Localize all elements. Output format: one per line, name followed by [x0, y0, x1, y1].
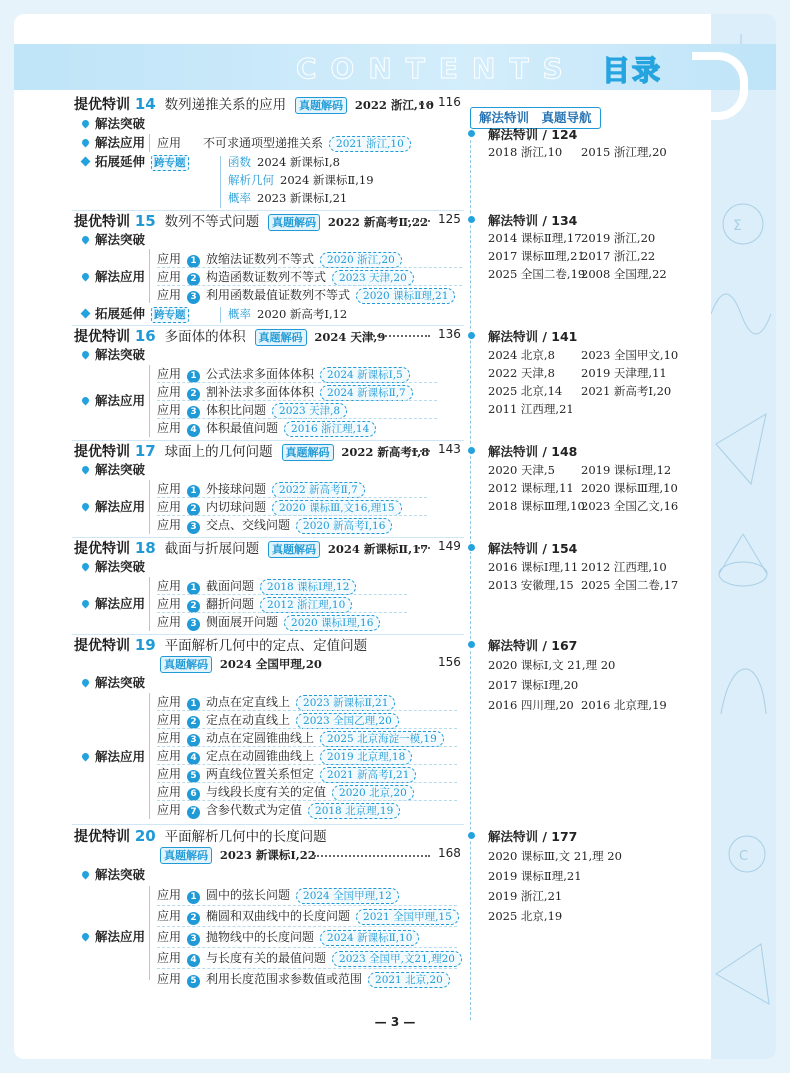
bullet-jiefa-tupo: 解法突破 [82, 115, 145, 133]
guide-heading[interactable]: 解法特训 / 148 [488, 444, 578, 459]
section-15-page: 125 [438, 212, 461, 226]
ref-tag: 2012 浙江理,10 [260, 597, 352, 613]
divider [72, 824, 464, 825]
ref-tag: 2021 新高考Ⅰ,21 [320, 767, 416, 783]
guide-item: 2017 浙江,22 [581, 249, 656, 263]
bullet-jiefa-yingyong: 解法应用 [82, 748, 145, 766]
bullet-jiefa-yingyong: 解法应用 [82, 134, 145, 152]
app-item[interactable]: 应用 1 圆中的弦长问题 2024 全国甲理,12 [157, 886, 399, 904]
app-item[interactable]: 应用 1 动点在定直线上 2023 新课标Ⅱ,21 [157, 693, 395, 711]
bullet-jiefa-yingyong: 解法应用 [82, 595, 145, 613]
title-swoosh-icon [692, 52, 748, 120]
guide-heading[interactable]: 解法特训 / 124 [488, 127, 578, 142]
guide-item: 2017 课标Ⅰ理,20 [488, 678, 579, 692]
ext-item[interactable]: 函数 2024 新课标Ⅰ,8 [228, 155, 340, 169]
guide-item: 2018 课标Ⅲ理,10 [488, 499, 585, 513]
app-item[interactable]: 应用 4 与长度有关的最值问题 2023 全国甲,文21,理20 [157, 949, 462, 967]
contents-card [14, 14, 776, 1059]
app-item[interactable]: 应用 2 内切球问题 2020 课标Ⅲ,文16,理15 [157, 498, 402, 516]
ref-tag: 2023 全国甲,文21,理20 [332, 951, 462, 967]
timeline-dot-icon [467, 543, 476, 552]
timeline-dot-icon [467, 129, 476, 138]
ref-tag: 2025 北京海淀一模,19 [320, 731, 444, 747]
svg-text:Σ: Σ [733, 218, 742, 234]
bullet-jiefa-yingyong: 解法应用 [82, 498, 145, 516]
bracket-line [220, 156, 221, 208]
bracket-line [220, 307, 221, 323]
section-prefix: 提优特训 [74, 97, 130, 113]
app-item[interactable]: 应用 2 割补法求多面体体积 2024 新课标Ⅱ,7 [157, 383, 413, 401]
guide-item: 2014 课标Ⅱ理,17 [488, 231, 582, 245]
section-20-title[interactable]: 提优特训 20 平面解析几何中的长度问题 [74, 827, 327, 845]
guide-item: 2025 全国二卷,17 [581, 578, 679, 592]
pin-icon [81, 870, 91, 880]
ref-tag: 2020 新高考Ⅰ,16 [296, 518, 392, 534]
section-19-title[interactable]: 提优特训 19 平面解析几何中的定点、定值问题 [74, 636, 368, 654]
pin-icon [81, 396, 91, 406]
ext-item[interactable]: 解析几何 2024 新课标Ⅱ,19 [228, 173, 374, 187]
ref-tag: 2018 北京理,19 [308, 803, 400, 819]
row-divider [157, 968, 457, 969]
leader-dots [404, 220, 430, 222]
guide-item: 2023 全国甲文,10 [581, 348, 679, 362]
app-item[interactable]: 应用 5 利用长度范围求参数值或范围 2021 北京,20 [157, 970, 450, 988]
app-item[interactable]: 应用 1 放缩法证数列不等式 2020 浙江,20 [157, 250, 402, 268]
guide-item: 2020 课标Ⅲ,文 21,理 20 [488, 849, 622, 863]
leader-dots [418, 547, 430, 549]
svg-text:C: C [739, 849, 749, 864]
app-item[interactable]: 应用 3 利用函数最值证数列不等式 2020 课标Ⅱ理,21 [157, 286, 455, 304]
section-16-page: 136 [438, 327, 461, 341]
app-item[interactable]: 应用 4 定点在动圆锥曲线上 2019 北京理,18 [157, 747, 412, 765]
guide-item: 2015 浙江理,20 [581, 145, 667, 159]
guide-item: 2016 课标Ⅰ理,11 [488, 560, 579, 574]
section-14-title[interactable] [74, 95, 434, 114]
section-18-page: 149 [438, 539, 461, 553]
bullet-jiefa-tupo: 解法突破 [82, 674, 145, 692]
zhenti-tag: 真题解码 [268, 214, 320, 231]
bullet-jiefa-tupo: 解法突破 [82, 231, 145, 249]
bracket-line [149, 365, 150, 437]
timeline-dot-icon [467, 215, 476, 224]
ref-tag: 2024 新课标Ⅱ,10 [320, 930, 419, 946]
ext-item[interactable]: 概率 2023 新课标Ⅰ,21 [228, 191, 348, 205]
guide-heading[interactable]: 解法特训 / 177 [488, 829, 578, 844]
guide-title: 解法特训 真题导航 [470, 107, 601, 129]
bullet-jiefa-yingyong: 解法应用 [82, 392, 145, 410]
app-item[interactable]: 应用 4 体积最值问题 2016 浙江理,14 [157, 419, 376, 437]
app-item[interactable]: 应用 1 公式法求多面体体积 2024 新课标Ⅰ,5 [157, 365, 410, 383]
guide-item: 2025 北京,19 [488, 909, 563, 923]
bullet-tuozhan-yanshen: 拓展延伸 跨专题 [82, 153, 189, 171]
guide-item: 2017 课标Ⅲ理,21 [488, 249, 585, 263]
leader-dots [366, 335, 430, 337]
guide-item: 2025 北京,14 [488, 384, 563, 398]
bracket-line [149, 577, 150, 631]
guide-item: 2019 天津理,11 [581, 366, 667, 380]
ref-tag: 2020 课标Ⅲ,文16,理15 [272, 500, 402, 516]
bullet-jiefa-yingyong: 解法应用 [82, 268, 145, 286]
bracket-line [149, 134, 150, 152]
diamond-icon [81, 157, 91, 167]
ref-tag: 2021 浙江,10 [329, 136, 411, 152]
app-item[interactable]: 应用 1 外接球问题 2022 新高考Ⅱ,7 [157, 480, 365, 498]
zhenti-tag: 真题解码 [255, 329, 307, 346]
section-15-title[interactable]: 提优特训 15 数列不等式问题 真题解码 2022 新高考Ⅱ,22 [74, 212, 429, 230]
guide-item: 2025 全国二卷,19 [488, 267, 586, 281]
section-17-page: 143 [438, 442, 461, 456]
pin-icon [81, 119, 91, 129]
ref-tag: 2021 全国甲理,15 [356, 909, 459, 925]
divider [72, 634, 464, 635]
guide-item: 2013 安徽理,15 [488, 578, 574, 592]
app-item[interactable]: 应用 7 含参代数式为定值 2018 北京理,19 [157, 801, 400, 819]
pin-icon [81, 350, 91, 360]
pin-icon [81, 502, 91, 512]
bracket-line [149, 886, 150, 980]
ref-tag: 2023 天津,8 [272, 403, 347, 419]
guide-item: 2011 江西理,21 [488, 402, 574, 416]
section-title-text: 数列递推关系的应用 [164, 97, 287, 113]
pin-icon [81, 235, 91, 245]
ref-tag: 2020 课标Ⅱ理,21 [356, 288, 455, 304]
ref-tag: 2020 课标Ⅰ理,16 [284, 615, 380, 631]
app-item[interactable]: 应用 6 与线段长度有关的定值 2020 北京,20 [157, 783, 414, 801]
leader-dots [412, 450, 430, 452]
bracket-line [149, 249, 150, 303]
divider [72, 440, 464, 441]
app-item[interactable]: 应用 3 侧面展开问题 2020 课标Ⅰ理,16 [157, 613, 380, 631]
section-number: 14 [134, 95, 156, 113]
ref-tag: 2022 新高考Ⅱ,7 [272, 482, 365, 498]
ref-tag: 2021 北京,20 [368, 972, 450, 988]
pin-icon [81, 138, 91, 148]
guide-heading[interactable]: 解法特训 / 141 [488, 329, 578, 344]
zhenti-tag: 真题解码 [295, 97, 347, 114]
ref-tag: 2019 北京理,18 [320, 749, 412, 765]
guide-item: 2020 课标Ⅰ,文 21,理 20 [488, 658, 616, 672]
ref-tag: 2024 新课标Ⅰ,5 [320, 367, 410, 383]
ref-tag: 2020 浙江,20 [320, 252, 402, 268]
app-item[interactable]: 应用 1 截面问题 2018 课标Ⅰ理,12 [157, 577, 356, 595]
zhenti-tag: 真题解码 [160, 656, 212, 673]
guide-item: 2019 浙江,21 [488, 889, 563, 903]
bracket-line [149, 693, 150, 819]
bullet-jiefa-yingyong: 解法应用 [82, 928, 145, 946]
cross-topic-tag: 跨专题 [151, 307, 189, 323]
timeline-dot-icon [467, 446, 476, 455]
guide-item: 2012 江西理,10 [581, 560, 667, 574]
divider [72, 537, 464, 538]
guide-item: 2021 新高考Ⅰ,20 [581, 384, 672, 398]
app-item[interactable]: 应用 2 翻折问题 2012 浙江理,10 [157, 595, 352, 613]
section-source: 2022 浙江,10 [354, 98, 434, 112]
app-item[interactable]: 应用 3 抛物线中的长度问题 2024 新课标Ⅱ,10 [157, 928, 419, 946]
app-item[interactable]: 应用 3 交点、交线问题 2020 新高考Ⅰ,16 [157, 516, 392, 534]
guide-item: 2018 浙江,10 [488, 145, 563, 159]
guide-item: 2019 课标Ⅱ理,21 [488, 869, 582, 883]
ext-item[interactable]: 概率 2020 新高考Ⅰ,12 [228, 307, 348, 321]
zhenti-tag: 真题解码 [160, 847, 212, 864]
contents-watermark: CONTENTS [296, 52, 577, 85]
guide-item: 2016 北京理,19 [581, 698, 667, 712]
leader-dots [314, 855, 430, 857]
guide-item: 2020 课标Ⅲ理,10 [581, 481, 678, 495]
divider [72, 210, 464, 211]
section-20-source: 真题解码 2023 新课标Ⅰ,22 [160, 846, 316, 864]
guide-item: 2019 浙江,20 [581, 231, 656, 245]
section-14-page: 116 [438, 95, 461, 109]
page-number: — 3 — [374, 1015, 416, 1029]
math-sketch-icon [711, 14, 776, 1059]
pin-icon [81, 932, 91, 942]
ref-tag: 2024 新课标Ⅱ,7 [320, 385, 413, 401]
row-divider [157, 926, 457, 927]
bullet-jiefa-tupo: 解法突破 [82, 558, 145, 576]
app-item[interactable]: 应用 2 椭圆和双曲线中的长度问题 2021 全国甲理,15 [157, 907, 459, 925]
timeline-dot-icon [467, 640, 476, 649]
app-item[interactable]: 应用 3 体积比问题 2023 天津,8 [157, 401, 347, 419]
zhenti-tag: 真题解码 [282, 444, 334, 461]
app-item[interactable]: 应用 2 构造函数证数列不等式 2023 天津,20 [157, 268, 414, 286]
guide-heading[interactable]: 解法特训 / 167 [488, 638, 578, 653]
bullet-jiefa-tupo: 解法突破 [82, 461, 145, 479]
ref-tag: 2023 全国乙理,20 [296, 713, 399, 729]
section-16-title[interactable]: 提优特训 16 多面体的体积 真题解码 2024 天津,9 [74, 327, 386, 345]
pin-icon [81, 599, 91, 609]
section-19-page: 156 [438, 655, 461, 669]
guide-item: 2019 课标Ⅰ理,12 [581, 463, 672, 477]
ref-tag: 2020 北京,20 [332, 785, 414, 801]
cross-topic-tag: 跨专题 [151, 155, 189, 171]
zhenti-tag: 真题解码 [268, 541, 320, 558]
section-19-source: 真题解码 2024 全国甲理,20 [160, 655, 322, 673]
bullet-jiefa-tupo: 解法突破 [82, 346, 145, 364]
divider [72, 325, 464, 326]
guide-item: 2020 天津,5 [488, 463, 555, 477]
guide-item: 2024 北京,8 [488, 348, 555, 362]
guide-item: 2008 全国理,22 [581, 267, 667, 281]
guide-item: 2016 四川理,20 [488, 698, 574, 712]
pin-icon [81, 678, 91, 688]
leader-dots [419, 103, 431, 105]
row-divider [157, 905, 457, 906]
timeline-dot-icon [467, 331, 476, 340]
pin-icon [81, 272, 91, 282]
section-18-title[interactable]: 提优特训 18 截面与折展问题 真题解码 2024 新课标Ⅱ,17 [74, 539, 429, 557]
bullet-tuozhan-yanshen: 拓展延伸 跨专题 [82, 305, 189, 323]
pin-icon [81, 752, 91, 762]
guide-item: 2012 课标理,11 [488, 481, 574, 495]
pin-icon [81, 562, 91, 572]
app-item[interactable]: 应用 不可求通项型递推关系 2021 浙江,10 [157, 134, 411, 152]
app-item[interactable]: 应用 2 定点在动直线上 2023 全国乙理,20 [157, 711, 399, 729]
ref-tag: 2024 全国甲理,12 [296, 888, 399, 904]
bullet-jiefa-tupo: 解法突破 [82, 866, 145, 884]
guide-heading[interactable]: 解法特训 / 154 [488, 541, 578, 556]
app-item[interactable]: 应用 5 两直线位置关系恒定 2021 新高考Ⅰ,21 [157, 765, 416, 783]
ref-tag: 2023 新课标Ⅱ,21 [296, 695, 395, 711]
pin-icon [81, 465, 91, 475]
guide-item: 2022 天津,8 [488, 366, 555, 380]
guide-heading[interactable]: 解法特训 / 134 [488, 213, 578, 228]
guide-item: 2023 全国乙文,16 [581, 499, 679, 513]
decorative-math-strip [711, 14, 776, 1059]
ref-tag: 2023 天津,20 [332, 270, 414, 286]
page-title: 目录 [602, 54, 663, 87]
diamond-icon [81, 309, 91, 319]
timeline-dot-icon [467, 831, 476, 840]
row-divider [157, 947, 457, 948]
ref-tag: 2018 课标Ⅰ理,12 [260, 579, 356, 595]
section-20-page: 168 [438, 846, 461, 860]
bracket-line [149, 480, 150, 534]
guide-timeline [470, 110, 472, 1020]
ref-tag: 2016 浙江理,14 [284, 421, 376, 437]
section-17-title[interactable]: 提优特训 17 球面上的几何问题 真题解码 2022 新高考Ⅰ,8 [74, 442, 430, 460]
app-item[interactable]: 应用 3 动点在定圆锥曲线上 2025 北京海淀一模,19 [157, 729, 444, 747]
